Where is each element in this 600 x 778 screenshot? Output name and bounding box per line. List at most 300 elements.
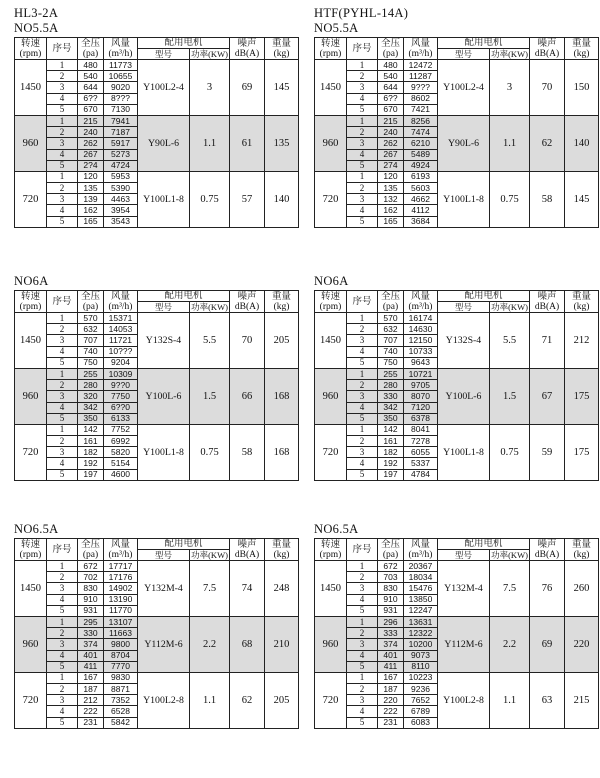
index-cell: 4 (347, 458, 378, 469)
flow-cell: 9643 (404, 357, 438, 368)
weight-cell: 145 (265, 60, 299, 116)
spec-table (14, 538, 299, 729)
speed-cell: 1450 (315, 313, 347, 369)
flow-cell: 5489 (404, 149, 438, 160)
index-cell: 4 (347, 205, 378, 216)
flow-cell: 10200 (404, 639, 438, 650)
pressure-cell: 280 (378, 380, 404, 391)
index-cell: 4 (47, 594, 78, 605)
pressure-cell: 296 (378, 616, 404, 627)
flow-cell: 5842 (104, 717, 138, 728)
spec-block (14, 522, 298, 729)
noise-cell: 66 (230, 368, 265, 424)
header-pressure (78, 539, 104, 561)
flow-cell: 9236 (404, 684, 438, 695)
index-cell: 1 (347, 171, 378, 182)
pressure-cell: 342 (78, 402, 104, 413)
header-power (190, 49, 230, 60)
pressure-cell: 231 (78, 717, 104, 728)
model-cell: Y100L2-4 (138, 60, 190, 116)
flow-cell: 4112 (404, 205, 438, 216)
flow-cell: 7941 (104, 115, 138, 126)
index-cell: 5 (47, 216, 78, 227)
pressure-cell: 165 (378, 216, 404, 227)
power-cell: 0.75 (490, 171, 530, 227)
model-cell: Y100L-6 (438, 368, 490, 424)
index-cell: 3 (47, 447, 78, 458)
flow-cell: 8041 (404, 424, 438, 435)
index-cell: 3 (47, 639, 78, 650)
header-speed (15, 539, 47, 561)
noise-cell: 69 (230, 60, 265, 116)
power-cell: 5.5 (190, 313, 230, 369)
header-row (15, 38, 299, 49)
header-speed (15, 291, 47, 313)
pressure-cell: 120 (378, 171, 404, 182)
header-flow-label: 风量 (110, 38, 130, 49)
pressure-cell: 6?? (78, 93, 104, 104)
header-noise (230, 291, 265, 313)
header-index (47, 539, 78, 561)
index-cell: 5 (347, 661, 378, 672)
index-cell: 3 (347, 695, 378, 706)
spec-block (314, 6, 598, 228)
index-cell: 3 (47, 82, 78, 93)
speed-cell: 960 (15, 616, 47, 672)
flow-cell: 9020 (104, 82, 138, 93)
index-cell: 4 (347, 706, 378, 717)
flow-cell: 5917 (104, 138, 138, 149)
table-row (15, 313, 299, 324)
pressure-cell: 222 (78, 706, 104, 717)
table-row (15, 171, 299, 182)
flow-cell: 5820 (104, 447, 138, 458)
pressure-cell: 197 (78, 469, 104, 480)
header-speed (315, 38, 347, 60)
power-cell: 7.5 (190, 561, 230, 617)
flow-cell: 5273 (104, 149, 138, 160)
header-flow-label: 风量 (110, 539, 130, 550)
pressure-cell: 280 (78, 380, 104, 391)
speed-cell: 1450 (315, 561, 347, 617)
flow-cell: 12472 (404, 60, 438, 71)
header-flow-label: 风量 (410, 539, 430, 550)
model-cell: Y132S-4 (438, 313, 490, 369)
pressure-cell: 187 (378, 684, 404, 695)
header-noise-unit: dB(A) (234, 301, 260, 312)
index-cell: 1 (47, 60, 78, 71)
pressure-cell: 2?4 (78, 160, 104, 171)
block-subtitle: NO5.5A (314, 21, 359, 35)
model-cell: Y100L2-8 (138, 672, 190, 728)
header-index-label: 序号 (352, 43, 372, 54)
pressure-cell: 740 (378, 346, 404, 357)
table-row (315, 672, 599, 683)
index-cell: 3 (347, 447, 378, 458)
header-model (138, 302, 190, 313)
weight-cell: 145 (565, 171, 599, 227)
flow-cell: 7750 (104, 391, 138, 402)
header-flow-label: 风量 (110, 291, 130, 302)
header-speed-label: 转速 (20, 539, 40, 550)
header-model (438, 49, 490, 60)
flow-cell: 6??0 (104, 402, 138, 413)
power-cell: 2.2 (490, 616, 530, 672)
index-cell: 2 (47, 572, 78, 583)
header-flow-unit: (m³/h) (408, 549, 433, 560)
index-cell: 1 (347, 115, 378, 126)
speed-cell: 960 (15, 115, 47, 171)
index-cell: 2 (347, 71, 378, 82)
header-motor (438, 38, 530, 49)
flow-cell: 6133 (104, 413, 138, 424)
header-weight-label: 重量 (272, 291, 292, 302)
block-title: HTF(PYHL-14A) (314, 6, 409, 20)
header-weight-unit: (kg) (573, 549, 590, 560)
pressure-cell: 670 (78, 104, 104, 115)
noise-cell: 59 (530, 424, 565, 480)
index-cell: 3 (47, 695, 78, 706)
flow-cell: 3684 (404, 216, 438, 227)
flow-cell: 4662 (404, 194, 438, 205)
header-pressure (378, 38, 404, 60)
index-cell: 3 (47, 583, 78, 594)
noise-cell: 62 (230, 672, 265, 728)
pressure-cell: 6?? (378, 93, 404, 104)
header-speed (315, 539, 347, 561)
table-row (315, 60, 599, 71)
header-noise-unit: dB(A) (234, 48, 260, 59)
pressure-cell: 240 (78, 127, 104, 138)
speed-cell: 720 (315, 171, 347, 227)
speed-cell: 960 (15, 368, 47, 424)
index-cell: 5 (47, 357, 78, 368)
index-cell: 3 (347, 391, 378, 402)
header-pressure-label: 全压 (380, 38, 400, 49)
flow-cell: 3954 (104, 205, 138, 216)
pressure-cell: 931 (378, 605, 404, 616)
header-motor (138, 38, 230, 49)
index-cell: 4 (47, 458, 78, 469)
block-title: NO6A (314, 274, 349, 288)
header-noise (530, 38, 565, 60)
pressure-cell: 231 (378, 717, 404, 728)
flow-cell: 20367 (404, 561, 438, 572)
header-weight (265, 38, 299, 60)
speed-cell: 960 (315, 368, 347, 424)
header-model (438, 550, 490, 561)
weight-cell: 175 (565, 424, 599, 480)
pressure-cell: 342 (378, 402, 404, 413)
header-noise-label: 噪声 (237, 38, 257, 49)
flow-cell: 6210 (404, 138, 438, 149)
index-cell: 2 (347, 183, 378, 194)
noise-cell: 68 (230, 616, 265, 672)
header-row (15, 291, 299, 302)
block-title: HL3-2A (14, 6, 59, 20)
pressure-cell: 167 (378, 672, 404, 683)
index-cell: 5 (347, 104, 378, 115)
flow-cell: 13107 (104, 616, 138, 627)
header-pressure-unit: (pa) (82, 48, 99, 59)
flow-cell: 8256 (404, 115, 438, 126)
flow-cell: 7278 (404, 436, 438, 447)
flow-cell: 7474 (404, 127, 438, 138)
flow-cell: 17176 (104, 572, 138, 583)
header-index (47, 291, 78, 313)
flow-cell: 10721 (404, 368, 438, 379)
noise-cell: 69 (530, 616, 565, 672)
model-cell: Y112M-6 (138, 616, 190, 672)
header-speed-unit: (rpm) (19, 549, 42, 560)
power-cell: 0.75 (190, 424, 230, 480)
pressure-cell: 240 (378, 127, 404, 138)
header-flow (404, 291, 438, 313)
header-motor-label: 配用电机 (164, 539, 203, 549)
flow-cell: 14630 (404, 324, 438, 335)
table-row (15, 368, 299, 379)
header-motor-label: 配用电机 (464, 38, 503, 48)
header-speed-label: 转速 (320, 38, 340, 49)
header-noise-unit: dB(A) (534, 549, 560, 560)
header-power (190, 302, 230, 313)
flow-cell: 12322 (404, 628, 438, 639)
flow-cell: 11287 (404, 71, 438, 82)
flow-cell: 7352 (104, 695, 138, 706)
flow-cell: 10733 (404, 346, 438, 357)
table-row (315, 561, 599, 572)
pressure-cell: 182 (78, 447, 104, 458)
model-cell: Y90L-6 (438, 115, 490, 171)
block-subtitle: NO5.5A (14, 21, 59, 35)
index-cell: 3 (347, 194, 378, 205)
index-cell: 4 (347, 346, 378, 357)
flow-cell: 17717 (104, 561, 138, 572)
flow-cell: 10655 (104, 71, 138, 82)
table-row (315, 616, 599, 627)
index-cell: 4 (347, 650, 378, 661)
flow-cell: 9073 (404, 650, 438, 661)
index-cell: 5 (47, 605, 78, 616)
weight-cell: 205 (265, 672, 299, 728)
header-index (347, 539, 378, 561)
weight-cell: 168 (265, 424, 299, 480)
power-cell: 1.1 (190, 115, 230, 171)
header-noise-label: 噪声 (537, 539, 557, 550)
header-index (47, 38, 78, 60)
index-cell: 4 (47, 346, 78, 357)
flow-cell: 7120 (404, 402, 438, 413)
header-motor-label: 配用电机 (464, 291, 503, 301)
index-cell: 5 (47, 104, 78, 115)
pressure-cell: 142 (78, 424, 104, 435)
header-noise-label: 噪声 (237, 291, 257, 302)
pressure-cell: 142 (378, 424, 404, 435)
pressure-cell: 411 (378, 661, 404, 672)
index-cell: 3 (47, 391, 78, 402)
table-row (15, 561, 299, 572)
header-flow (404, 539, 438, 561)
header-speed-label: 转速 (20, 291, 40, 302)
index-cell: 5 (347, 357, 378, 368)
table-row (315, 424, 599, 435)
noise-cell: 70 (230, 313, 265, 369)
weight-cell: 175 (565, 368, 599, 424)
header-motor (438, 539, 530, 550)
index-cell: 4 (47, 205, 78, 216)
flow-cell: 7752 (104, 424, 138, 435)
header-noise-label: 噪声 (537, 291, 557, 302)
index-cell: 4 (47, 650, 78, 661)
pressure-cell: 570 (78, 313, 104, 324)
index-cell: 1 (347, 60, 378, 71)
header-power-label: 功率(KW) (191, 550, 228, 560)
pressure-cell: 135 (378, 183, 404, 194)
index-cell: 1 (347, 672, 378, 683)
header-speed-unit: (rpm) (319, 549, 342, 560)
header-power-label: 功率(KW) (491, 550, 528, 560)
pressure-cell: 401 (78, 650, 104, 661)
index-cell: 4 (47, 706, 78, 717)
flow-cell: 11663 (104, 628, 138, 639)
speed-cell: 720 (15, 424, 47, 480)
power-cell: 7.5 (490, 561, 530, 617)
model-cell: Y132M-4 (438, 561, 490, 617)
header-index-label: 序号 (52, 544, 72, 555)
pressure-cell: 215 (378, 115, 404, 126)
pressure-cell: 262 (378, 138, 404, 149)
pressure-cell: 162 (78, 205, 104, 216)
pressure-cell: 672 (78, 561, 104, 572)
header-speed-unit: (rpm) (319, 48, 342, 59)
header-index-label: 序号 (352, 296, 372, 307)
weight-cell: 140 (265, 171, 299, 227)
header-noise-label: 噪声 (537, 38, 557, 49)
pressure-cell: 165 (78, 216, 104, 227)
weight-cell: 140 (565, 115, 599, 171)
model-cell: Y100L-6 (138, 368, 190, 424)
noise-cell: 74 (230, 561, 265, 617)
spec-block (314, 274, 598, 481)
flow-cell: 5390 (104, 183, 138, 194)
pressure-cell: 931 (78, 605, 104, 616)
weight-cell: 215 (565, 672, 599, 728)
weight-cell: 150 (565, 60, 599, 116)
spec-table (314, 290, 599, 481)
noise-cell: 71 (530, 313, 565, 369)
pressure-cell: 750 (78, 357, 104, 368)
pressure-cell: 215 (78, 115, 104, 126)
header-model-label: 型号 (454, 49, 472, 59)
header-weight (565, 38, 599, 60)
weight-cell: 168 (265, 368, 299, 424)
power-cell: 5.5 (490, 313, 530, 369)
pressure-cell: 197 (378, 469, 404, 480)
header-pressure (378, 291, 404, 313)
flow-cell: 6083 (404, 717, 438, 728)
flow-cell: 9??? (404, 82, 438, 93)
header-model (438, 302, 490, 313)
pressure-cell: 672 (378, 561, 404, 572)
speed-cell: 1450 (15, 60, 47, 116)
spec-block (314, 522, 598, 729)
pressure-cell: 220 (378, 695, 404, 706)
flow-cell: 11721 (104, 335, 138, 346)
table-row (315, 115, 599, 126)
weight-cell: 210 (265, 616, 299, 672)
header-flow-unit: (m³/h) (408, 48, 433, 59)
header-noise-unit: dB(A) (234, 549, 260, 560)
header-pressure-label: 全压 (80, 291, 100, 302)
pressure-cell: 702 (78, 572, 104, 583)
header-flow (104, 291, 138, 313)
pressure-cell: 910 (78, 594, 104, 605)
pressure-cell: 830 (78, 583, 104, 594)
flow-cell: 7187 (104, 127, 138, 138)
pressure-cell: 212 (78, 695, 104, 706)
header-model-label: 型号 (454, 550, 472, 560)
table-row (315, 368, 599, 379)
flow-cell: 8871 (104, 684, 138, 695)
header-weight-label: 重量 (572, 291, 592, 302)
header-row (315, 539, 599, 550)
index-cell: 1 (47, 424, 78, 435)
noise-cell: 58 (530, 171, 565, 227)
header-pressure (378, 539, 404, 561)
index-cell: 3 (347, 82, 378, 93)
header-weight (265, 291, 299, 313)
index-cell: 2 (347, 127, 378, 138)
pressure-cell: 632 (78, 324, 104, 335)
header-pressure-unit: (pa) (382, 48, 399, 59)
index-cell: 4 (347, 594, 378, 605)
header-index (347, 291, 378, 313)
table-row (315, 313, 599, 324)
header-power-label: 功率(KW) (491, 49, 528, 59)
header-noise-label: 噪声 (237, 539, 257, 550)
header-motor-label: 配用电机 (164, 291, 203, 301)
noise-cell: 58 (230, 424, 265, 480)
header-pressure-label: 全压 (380, 539, 400, 550)
flow-cell: 14902 (104, 583, 138, 594)
model-cell: Y100L1-8 (138, 171, 190, 227)
header-speed-unit: (rpm) (19, 301, 42, 312)
noise-cell: 76 (530, 561, 565, 617)
flow-cell: 4600 (104, 469, 138, 480)
pressure-cell: 480 (78, 60, 104, 71)
header-pressure-label: 全压 (80, 38, 100, 49)
header-pressure-label: 全压 (80, 539, 100, 550)
header-index-label: 序号 (52, 296, 72, 307)
header-flow-label: 风量 (410, 38, 430, 49)
pressure-cell: 374 (378, 639, 404, 650)
power-cell: 1.1 (490, 672, 530, 728)
index-cell: 5 (47, 661, 78, 672)
pressure-cell: 374 (78, 639, 104, 650)
pressure-cell: 295 (78, 616, 104, 627)
index-cell: 1 (47, 368, 78, 379)
index-cell: 1 (47, 171, 78, 182)
pressure-cell: 740 (78, 346, 104, 357)
header-noise-unit: dB(A) (534, 301, 560, 312)
header-speed-label: 转速 (20, 38, 40, 49)
pressure-cell: 750 (378, 357, 404, 368)
pressure-cell: 267 (378, 149, 404, 160)
header-model-label: 型号 (154, 49, 172, 59)
block-title: NO6.5A (314, 522, 359, 536)
pressure-cell: 401 (378, 650, 404, 661)
flow-cell: 7421 (404, 104, 438, 115)
